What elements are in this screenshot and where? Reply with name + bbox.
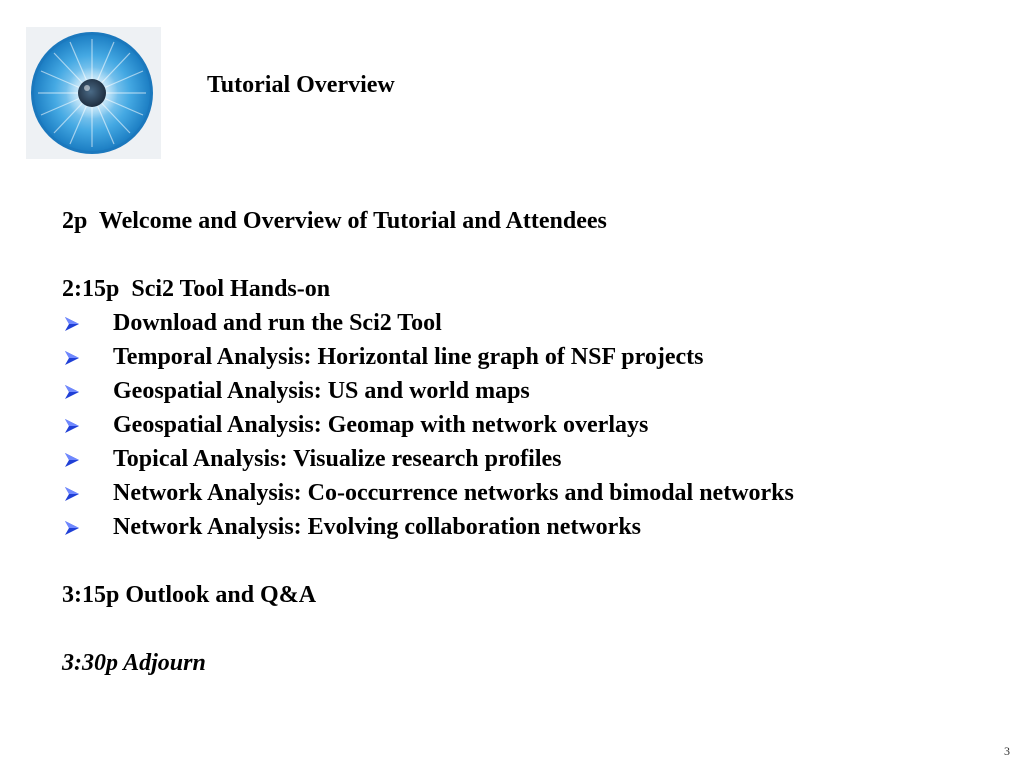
spacer [62, 544, 1002, 578]
eye-iris-icon [26, 27, 161, 159]
bullet-text: Temporal Analysis: Horizontal line graph of NSF projects [113, 344, 704, 370]
bullet-item [62, 510, 1002, 544]
arrow-bullet-icon [62, 476, 82, 510]
bullet-item [62, 340, 1002, 374]
agenda-item-welcome: 2p Welcome and Overview of Tutorial and Attendees [62, 208, 607, 234]
arrow-bullet-icon [62, 374, 82, 408]
bullet-item [62, 442, 1002, 476]
logo-image [26, 27, 161, 159]
agenda-list [62, 204, 1002, 680]
arrow-bullet-icon [62, 442, 82, 476]
agenda-item-handson: 2:15p Sci2 Tool Hands-on [62, 276, 331, 302]
bullet-text: Download and run the Sci2 Tool [113, 310, 442, 336]
spacer [62, 238, 1002, 272]
bullet-text: Topical Analysis: Visualize research profiles [113, 446, 562, 472]
bullet-text: Geospatial Analysis: Geomap with network overlays [113, 412, 649, 438]
arrow-bullet-icon [62, 340, 82, 374]
bullet-text: Network Analysis: Evolving collaboration networks [113, 514, 642, 540]
spacer [62, 612, 1002, 646]
arrow-bullet-icon [62, 408, 82, 442]
bullet-text: Geospatial Analysis: US and world maps [113, 378, 530, 404]
bullet-item [62, 306, 1002, 340]
slide-title: Tutorial Overview [207, 72, 395, 98]
page-number: 3 [1004, 744, 1010, 758]
arrow-bullet-icon [62, 306, 82, 340]
bullet-item [62, 408, 1002, 442]
bullet-item [62, 374, 1002, 408]
agenda-item-adjourn: 3:30p Adjourn [62, 650, 206, 676]
arrow-bullet-icon [62, 510, 82, 544]
bullet-text: Network Analysis: Co-occurrence networks and bimodal networks [113, 480, 794, 506]
bullet-item [62, 476, 1002, 510]
agenda-item-outlook: 3:15p Outlook and Q&A [62, 582, 317, 608]
